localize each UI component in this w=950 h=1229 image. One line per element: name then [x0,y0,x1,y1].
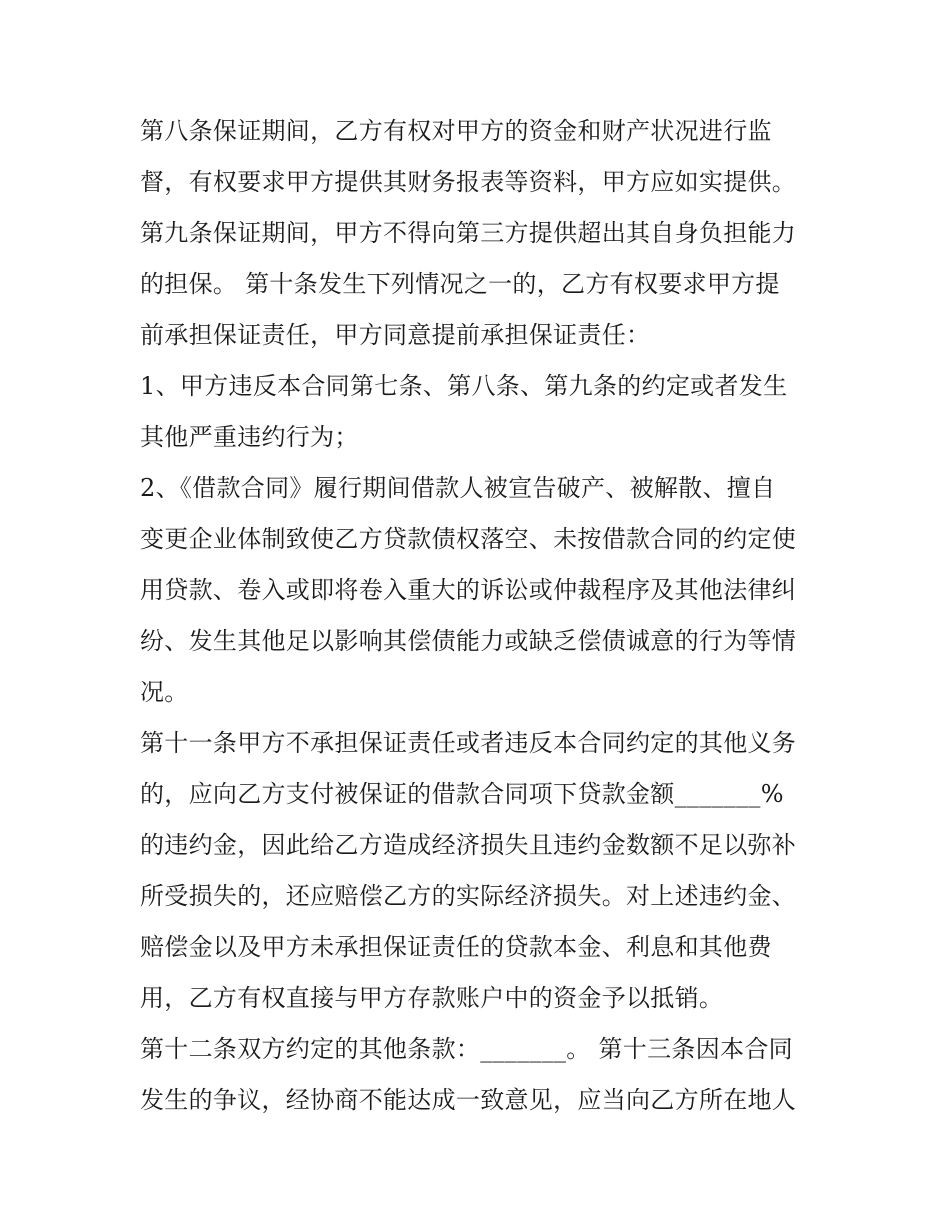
text-line: 所受损失的，还应赔偿乙方的实际经济损失。对上述违约金、 [140,882,797,910]
text-line: 前承担保证责任，甲方同意提前承担保证责任： [140,321,651,349]
text-line: 发生的争议，经协商不能达成一致意见，应当向乙方所在地人 [140,1086,797,1114]
text-line: 第八条保证期间，乙方有权对甲方的资金和财产状况进行监 [140,117,772,145]
text-line: 的担保。 第十条发生下列情况之一的，乙方有权要求甲方提 [140,270,780,298]
text-line: 用贷款、卷入或即将卷入重大的诉讼或仲裁程序及其他法律纠 [140,576,797,604]
text-line: 变更企业体制致使乙方贷款债权落空、未按借款合同的约定使 [140,525,797,553]
text-line: 第十二条双方约定的其他条款：_______。 第十三条因本合同 [140,1035,793,1063]
text-line: 的，应向乙方支付被保证的借款合同项下贷款金额_______% [140,780,784,808]
text-line: 第九条保证期间，甲方不得向第三方提供超出其自身负担能力 [140,219,797,247]
document-body [140,106,820,1126]
text-line: 纷、发生其他足以影响其偿债能力或缺乏偿债诚意的行为等情 [140,627,797,655]
text-line: 1、甲方违反本合同第七条、第八条、第九条的约定或者发生 [140,372,788,400]
text-line: 的违约金，因此给乙方造成经济损失且违约金数额不足以弥补 [140,831,797,859]
text-line: 督，有权要求甲方提供其财务报表等资料，甲方应如实提供。 [140,168,797,196]
text-line: 用，乙方有权直接与甲方存款账户中的资金予以抵销。 [140,984,724,1012]
text-line: 2、《借款合同》履行期间借款人被宣告破产、被解散、擅自 [140,474,776,502]
text-line: 况。 [140,678,189,706]
text-line: 其他严重违约行为； [140,423,359,451]
text-line: 第十一条甲方不承担保证责任或者违反本合同约定的其他义务 [140,729,797,757]
text-line: 赔偿金以及甲方未承担保证责任的贷款本金、利息和其他费 [140,933,772,961]
